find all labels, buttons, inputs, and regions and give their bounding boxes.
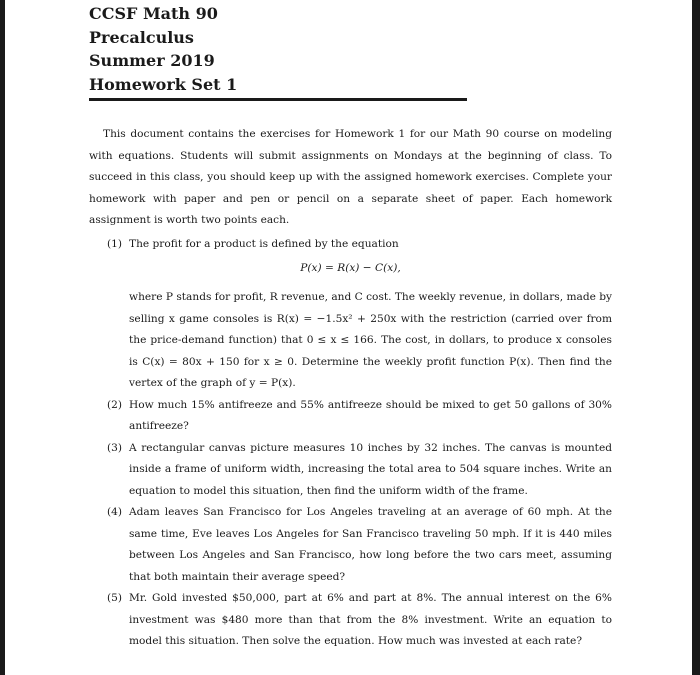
problem-number: (1) bbox=[107, 238, 123, 250]
right-border bbox=[692, 0, 700, 675]
problem-continuation: where P stands for profit, R revenue, and C cost. The weekly revenue, in dollars, made by selling x game consoles is R(x) = −1.5x² + 250x with the restriction (carried over from the price-demand function) that 0 ≤ x ≤ 166. The cost, in dollars, to produce x consoles is C(x) = 80x + 150 for x ≥ 0. Determine the weekly profit function P(x). Then find the vertex of the graph of y = P(x). bbox=[129, 291, 613, 389]
problem-5 bbox=[107, 588, 612, 653]
problem-number: (3) bbox=[107, 441, 123, 454]
problem-text: Adam leaves San Francisco for Los Angeles traveling at an average of 60 mph. At the same time, Eve leaves Los Angeles for San Francisco traveling 50 mph. If it is 440 miles between Los Angeles and San Francisco, how long before the two cars meet, assuming that both maintain their average speed? bbox=[129, 506, 612, 583]
problem-number: (5) bbox=[107, 592, 123, 604]
homework-set-title: Homework Set 1 bbox=[89, 74, 238, 94]
intro-paragraph: This document contains the exercises for Homework 1 for our Math 90 course on modeling with equations. Students will submit assignments on Mondays at the beginning of class. To succeed in this class, you should keep up with the assigned homework exercises. Complete your homework with paper and pen or pencil on a separate sheet of paper. Each homework assignment is worth two points each. bbox=[89, 128, 612, 226]
term-title: Summer 2019 bbox=[89, 51, 215, 70]
left-border bbox=[0, 0, 5, 675]
header-divider bbox=[89, 98, 467, 101]
subject-title: Precalculus bbox=[89, 27, 194, 47]
profit-equation: P(x) = R(x) − C(x), bbox=[300, 261, 401, 274]
problem-2 bbox=[107, 395, 612, 438]
document-header bbox=[89, 2, 237, 96]
problem-text: Mr. Gold invested $50,000, part at 6% and part at 8%. The annual interest on the 6% investment was $480 more than that from the 8% investment. Write an equation to model this situation. Then solve the equation. How much was invested at each rate? bbox=[129, 592, 612, 647]
problem-1 bbox=[107, 234, 612, 395]
problem-number: (4) bbox=[107, 506, 123, 518]
problem-number: (2) bbox=[107, 398, 123, 411]
problem-text: A rectangular canvas picture measures 10 inches by 32 inches. The canvas is mounted inside a frame of uniform width, increasing the total area to 504 square inches. Write an equation to model this situation, then find the uniform width of the frame. bbox=[129, 441, 612, 497]
problem-4 bbox=[107, 502, 612, 588]
course-title: CCSF Math 90 bbox=[89, 4, 218, 23]
problem-list bbox=[107, 234, 612, 653]
problem-text: The profit for a product is defined by the equation bbox=[129, 238, 399, 250]
problem-text: How much 15% antifreeze and 55% antifreeze should be mixed to get 50 gallons of 30% antifreeze? bbox=[129, 398, 612, 432]
problem-3 bbox=[107, 438, 612, 503]
